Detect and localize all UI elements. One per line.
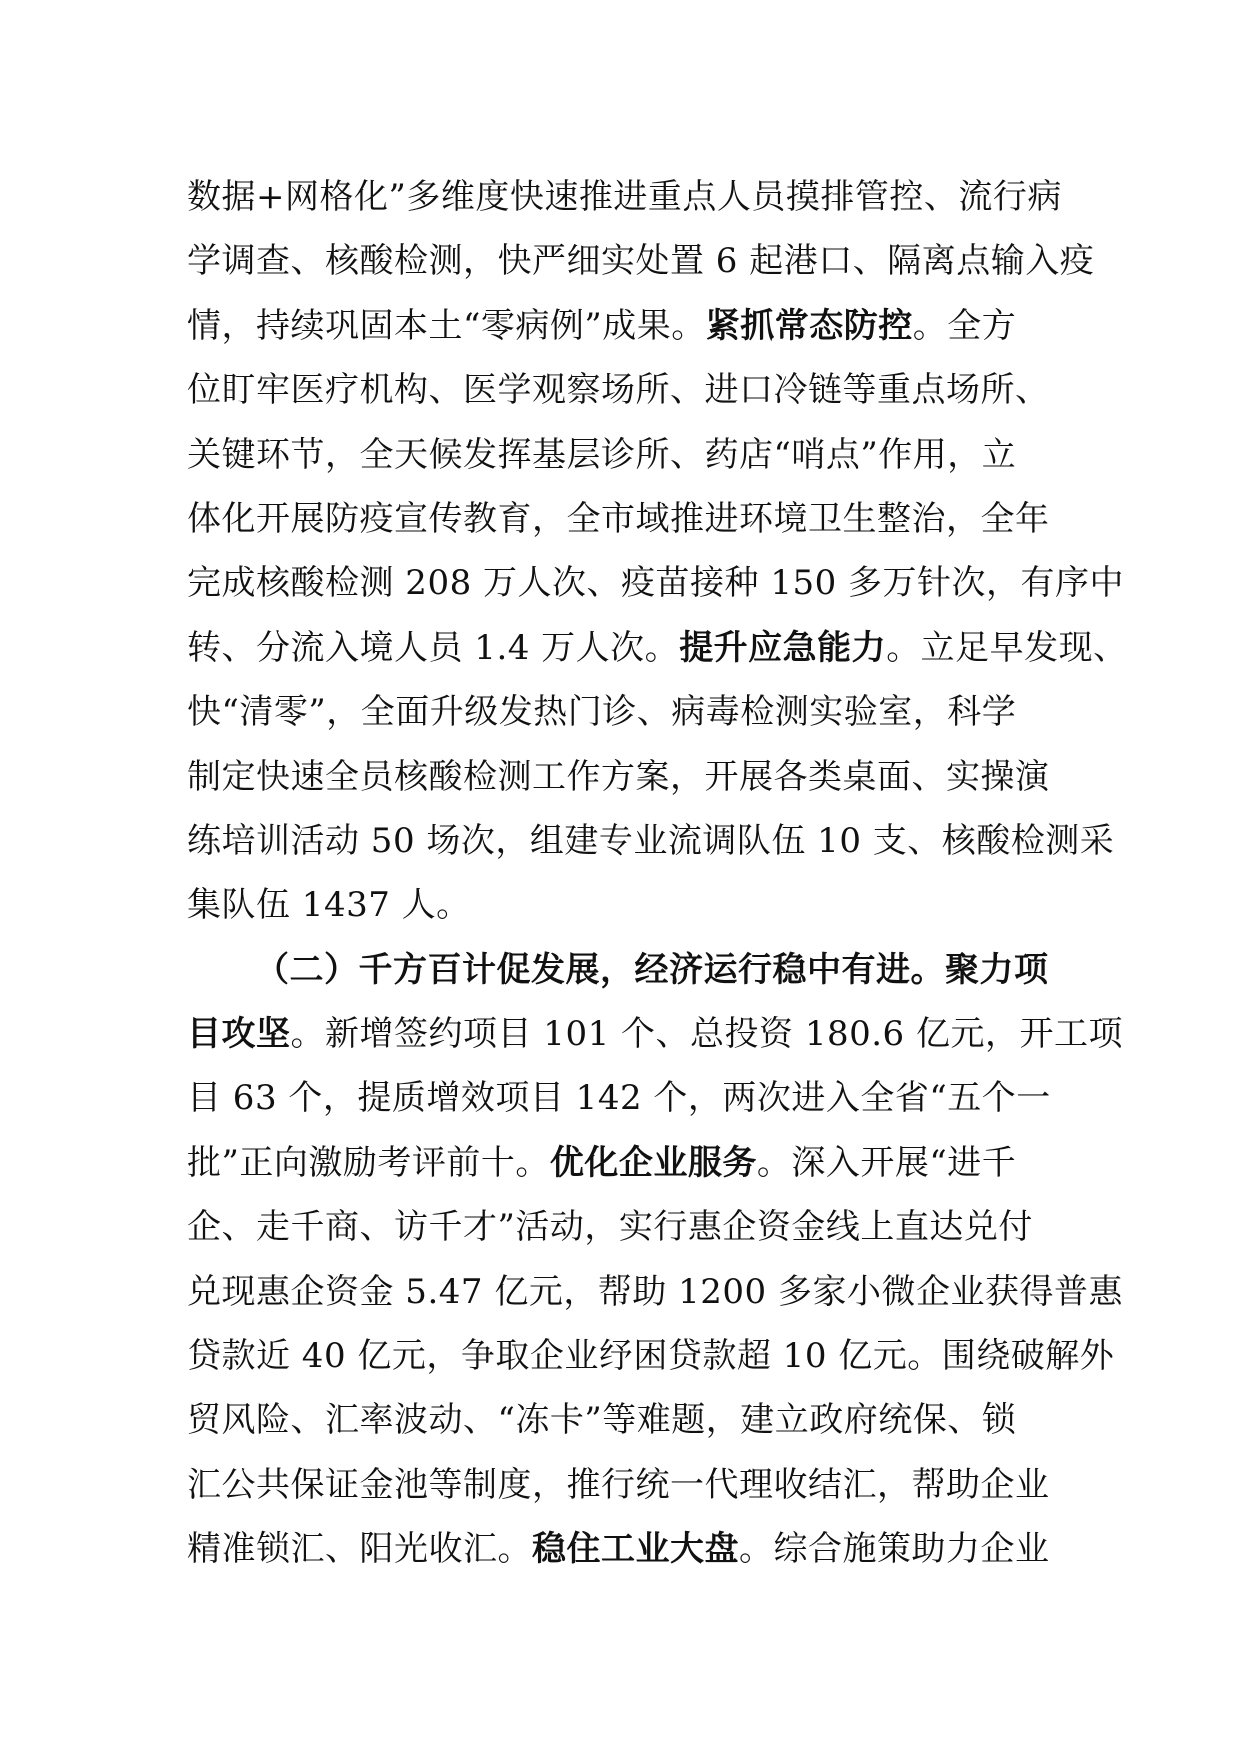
bold-heading-text: （二）千方百计促发展，经济运行稳中有进。聚力项 — [255, 949, 1049, 990]
bold-heading-text: 提升应急能力 — [679, 627, 887, 668]
text-line — [187, 551, 1125, 615]
text-line — [187, 1260, 1123, 1324]
body-text: 贷款近 40 亿元，争取企业纾困贷款超 10 亿元。围绕破解外 — [187, 1336, 1115, 1377]
text-line — [187, 809, 1115, 873]
body-text: 。新增签约项目 101 个、总投资 180.6 亿元，开工项 — [290, 1014, 1123, 1055]
body-text: 。深入开展“进千 — [756, 1142, 1017, 1183]
text-line — [187, 1195, 1067, 1259]
body-text: 数据+网格化”多维度快速推进重点人员摸排管控、流行病 — [187, 177, 1062, 217]
document-body — [187, 165, 1128, 1582]
body-text: 快“清零”，全面升级发热门诊、病毒检测实验室，科学 — [187, 692, 1017, 733]
text-line — [187, 745, 1067, 809]
text-line — [187, 294, 1067, 358]
body-text: 目 63 个，提质增效项目 142 个，两次进入全省“五个一 — [187, 1078, 1051, 1119]
body-text: 汇公共保证金池等制度，推行统一代理收结汇，帮助企业 — [187, 1464, 1050, 1505]
text-line — [187, 680, 1067, 744]
text-line — [187, 229, 1095, 293]
body-text: 企、走千商、访千才”活动，实行惠企资金线上直达兑付 — [187, 1207, 1033, 1248]
text-line — [187, 423, 1067, 487]
text-line — [187, 487, 1067, 551]
body-text: 关键环节，全天候发挥基层诊所、药店“哨点”作用，立 — [187, 434, 1017, 475]
text-line — [187, 1066, 1067, 1130]
text-line — [187, 1324, 1115, 1388]
text-line — [187, 616, 1128, 680]
bold-heading-text: 稳住工业大盘 — [532, 1529, 739, 1570]
body-text: 学调查、核酸检测，快严细实处置 6 起港口、隔离点输入疫 — [187, 241, 1095, 282]
body-text: 兑现惠企资金 5.47 亿元，帮助 1200 多家小微企业获得普惠 — [187, 1271, 1123, 1312]
text-line — [187, 1517, 1067, 1581]
text-line — [187, 1388, 1067, 1452]
body-text: 情，持续巩固本土“零病例”成果。 — [187, 305, 706, 346]
body-text: 批”正向激励考评前十。 — [187, 1142, 550, 1183]
text-line — [187, 873, 1067, 937]
body-text: 转、分流入境人员 1.4 万人次。 — [187, 627, 680, 668]
body-text: 集队伍 1437 人。 — [187, 885, 471, 926]
body-text: 位盯牢医疗机构、医学观察场所、进口冷链等重点场所、 — [187, 370, 1050, 411]
body-text: 精准锁汇、阳光收汇。 — [187, 1529, 532, 1570]
bold-heading-text: 目攻坚 — [187, 1014, 291, 1055]
body-text: 。立足早发现、 — [886, 627, 1128, 668]
text-line — [187, 1453, 1067, 1517]
body-text: 。全方 — [912, 305, 1017, 346]
text-line — [187, 1002, 1123, 1066]
body-text: 。综合施策助力企业 — [739, 1529, 1050, 1570]
body-text: 制定快速全员核酸检测工作方案，开展各类桌面、实操演 — [187, 756, 1050, 797]
text-line — [187, 358, 1067, 422]
bold-heading-text: 紧抓常态防控 — [705, 305, 913, 346]
text-line — [187, 165, 1067, 229]
body-text: 完成核酸检测 208 万人次、疫苗接种 150 多万针次，有序中 — [187, 563, 1125, 604]
text-line — [187, 1131, 1067, 1195]
bold-heading-text: 优化企业服务 — [549, 1142, 757, 1183]
body-text: 体化开展防疫宣传教育，全市域推进环境卫生整治，全年 — [187, 498, 1050, 539]
text-line — [187, 938, 1067, 1002]
body-text: 贸风险、汇率波动、“冻卡”等难题，建立政府统保、锁 — [187, 1400, 1017, 1441]
body-text: 练培训活动 50 场次，组建专业流调队伍 10 支、核酸检测采 — [187, 820, 1115, 861]
